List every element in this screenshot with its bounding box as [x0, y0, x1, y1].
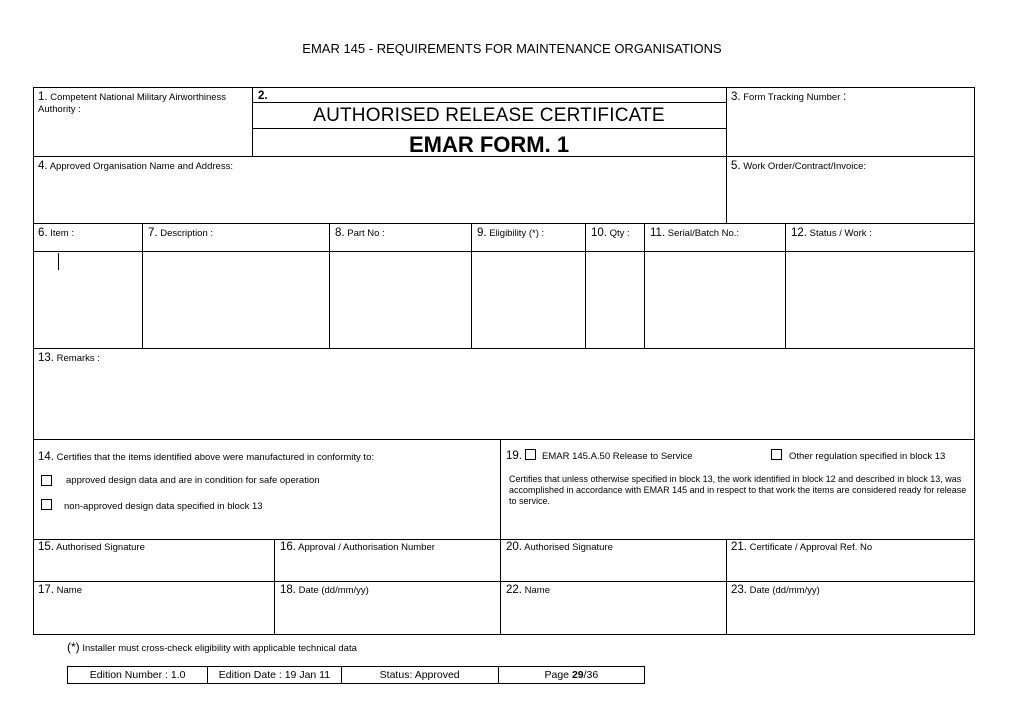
approved-design-data-label: approved design data and are in condition for safe operation [66, 475, 320, 486]
block-text: Qty : [609, 228, 630, 239]
block-number: 4. [38, 160, 48, 172]
block-21-label [731, 541, 872, 554]
block-16-label [280, 541, 435, 554]
column-header-status-work [791, 227, 872, 240]
block-text: Remarks : [56, 353, 100, 364]
text-cursor [58, 253, 59, 270]
block-22-label [506, 584, 550, 597]
divider [252, 102, 726, 103]
block-1-label [38, 91, 248, 116]
other-regulation-checkbox[interactable] [771, 449, 782, 460]
block-number: 15. [38, 541, 54, 553]
block-text: Approved Organisation Name and Address: [49, 161, 233, 172]
page-number [499, 667, 644, 683]
block-number: 22. [506, 584, 522, 596]
remarks-field[interactable] [34, 366, 974, 439]
divider [34, 539, 974, 540]
block-text: Work Order/Contract/Invoice: [743, 161, 867, 172]
release-certificate-form [33, 87, 975, 635]
release-to-service-checkbox[interactable] [525, 449, 536, 460]
form-name: EMAR FORM. 1 [408, 132, 570, 157]
block-number: 11. [650, 227, 666, 239]
divider [34, 223, 974, 224]
column-header-eligibility [477, 227, 544, 240]
block-text: Date (dd/mm/yy) [749, 585, 820, 596]
block-text: Certificate / Approval Ref. No [749, 542, 873, 553]
block-text: Name [56, 585, 82, 596]
block-20-label [506, 541, 613, 554]
certificate-title: AUTHORISED RELEASE CERTIFICATE [313, 105, 665, 126]
status-work-field[interactable] [786, 252, 974, 348]
page-total: /36 [583, 669, 599, 681]
block-3-label [731, 91, 846, 104]
block-text: Name [524, 585, 550, 596]
description-field[interactable] [143, 252, 329, 348]
document-status: Status: Approved [342, 667, 499, 683]
block-text: Certifies that the items identified above were manufactured in conformity to: [56, 452, 374, 463]
column-header-qty [591, 227, 630, 240]
divider [274, 539, 275, 635]
block-text: Competent National Military Airworthiness Authority : [38, 92, 227, 115]
block-text: Item : [50, 228, 74, 239]
block-number: 23. [731, 584, 747, 596]
block-number: 12. [791, 227, 807, 239]
page-current: 29 [571, 669, 584, 681]
block-18-label [280, 584, 369, 597]
block-number: 7. [148, 227, 158, 239]
eligibility-footnote [67, 641, 357, 655]
block-number: 18. [280, 584, 296, 596]
qty-field[interactable] [586, 252, 644, 348]
block-23-label [731, 584, 820, 597]
block-15-label [38, 541, 145, 554]
block-number: 3. [731, 91, 741, 103]
divider [726, 539, 727, 635]
approved-design-data-checkbox[interactable] [41, 475, 52, 486]
block-17-label [38, 584, 82, 597]
release-statement: Certifies that unless otherwise specified in block 13, the work identified in block 12 and described in block 13, was accomplished in accordance with EMAR 145 and in respect to that work the items are considered ready for release to service. [509, 474, 967, 506]
divider [726, 88, 727, 223]
block-number: 8. [335, 227, 345, 239]
block-text: Part No : [347, 228, 385, 239]
block-14-label [38, 451, 374, 464]
block-13-label [38, 352, 100, 365]
item-field[interactable] [34, 252, 142, 348]
block-number: 6. [38, 227, 48, 239]
block-2-label [258, 90, 268, 103]
non-approved-design-data-label: non-approved design data specified in block 13 [64, 501, 263, 512]
block-number: 2. [258, 90, 268, 102]
footnote-marker: (*) [67, 640, 80, 654]
block-text: Eligibility (*) : [489, 228, 545, 239]
block-number: 21. [731, 541, 747, 553]
release-to-service-label: EMAR 145.A.50 Release to Service [542, 451, 693, 462]
column-header-description [148, 227, 213, 240]
block-number: 9. [477, 227, 487, 239]
block-number: 16. [280, 541, 296, 553]
block-number: 10. [591, 227, 607, 239]
block-number: 17. [38, 584, 54, 596]
divider [34, 348, 974, 349]
block-number: 13. [38, 352, 54, 364]
column-header-part-no [335, 227, 385, 240]
block-text: Form Tracking Number [743, 92, 841, 103]
block-text: Status / Work : [809, 228, 872, 239]
divider [34, 439, 974, 440]
other-regulation-label: Other regulation specified in block 13 [789, 451, 946, 462]
block-4-label [38, 160, 233, 173]
non-approved-design-data-checkbox[interactable] [41, 499, 52, 510]
column-header-item [38, 227, 74, 240]
block-text: Authorised Signature [524, 542, 613, 553]
block-text: Approval / Authorisation Number [298, 542, 435, 553]
block-number: 5. [731, 160, 741, 172]
block-colon: : [843, 91, 847, 103]
divider [500, 439, 501, 635]
footnote-text: Installer must cross-check eligibility with applicable technical data [82, 643, 357, 654]
edition-number: Edition Number : 1.0 [68, 667, 208, 683]
block-text: Date (dd/mm/yy) [298, 585, 369, 596]
block-5-label [731, 160, 866, 173]
part-no-field[interactable] [330, 252, 471, 348]
block-text: Description : [160, 228, 214, 239]
edition-date: Edition Date : 19 Jan 11 [208, 667, 341, 683]
block-number: 19. [506, 450, 522, 462]
divider [252, 128, 726, 129]
column-header-serial-batch [650, 227, 739, 240]
block-number: 1. [38, 91, 48, 103]
page-prefix: Page [544, 669, 572, 681]
block-19-number [506, 450, 522, 463]
document-footer [67, 666, 645, 684]
block-text: Serial/Batch No.: [667, 228, 740, 239]
page-title: EMAR 145 - REQUIREMENTS FOR MAINTENANCE ORGANISATIONS [302, 41, 722, 56]
eligibility-field[interactable] [472, 252, 585, 348]
block-number: 20. [506, 541, 522, 553]
serial-batch-field[interactable] [645, 252, 785, 348]
divider [34, 581, 974, 582]
block-text: Authorised Signature [56, 542, 145, 553]
block-number: 14. [38, 451, 54, 463]
